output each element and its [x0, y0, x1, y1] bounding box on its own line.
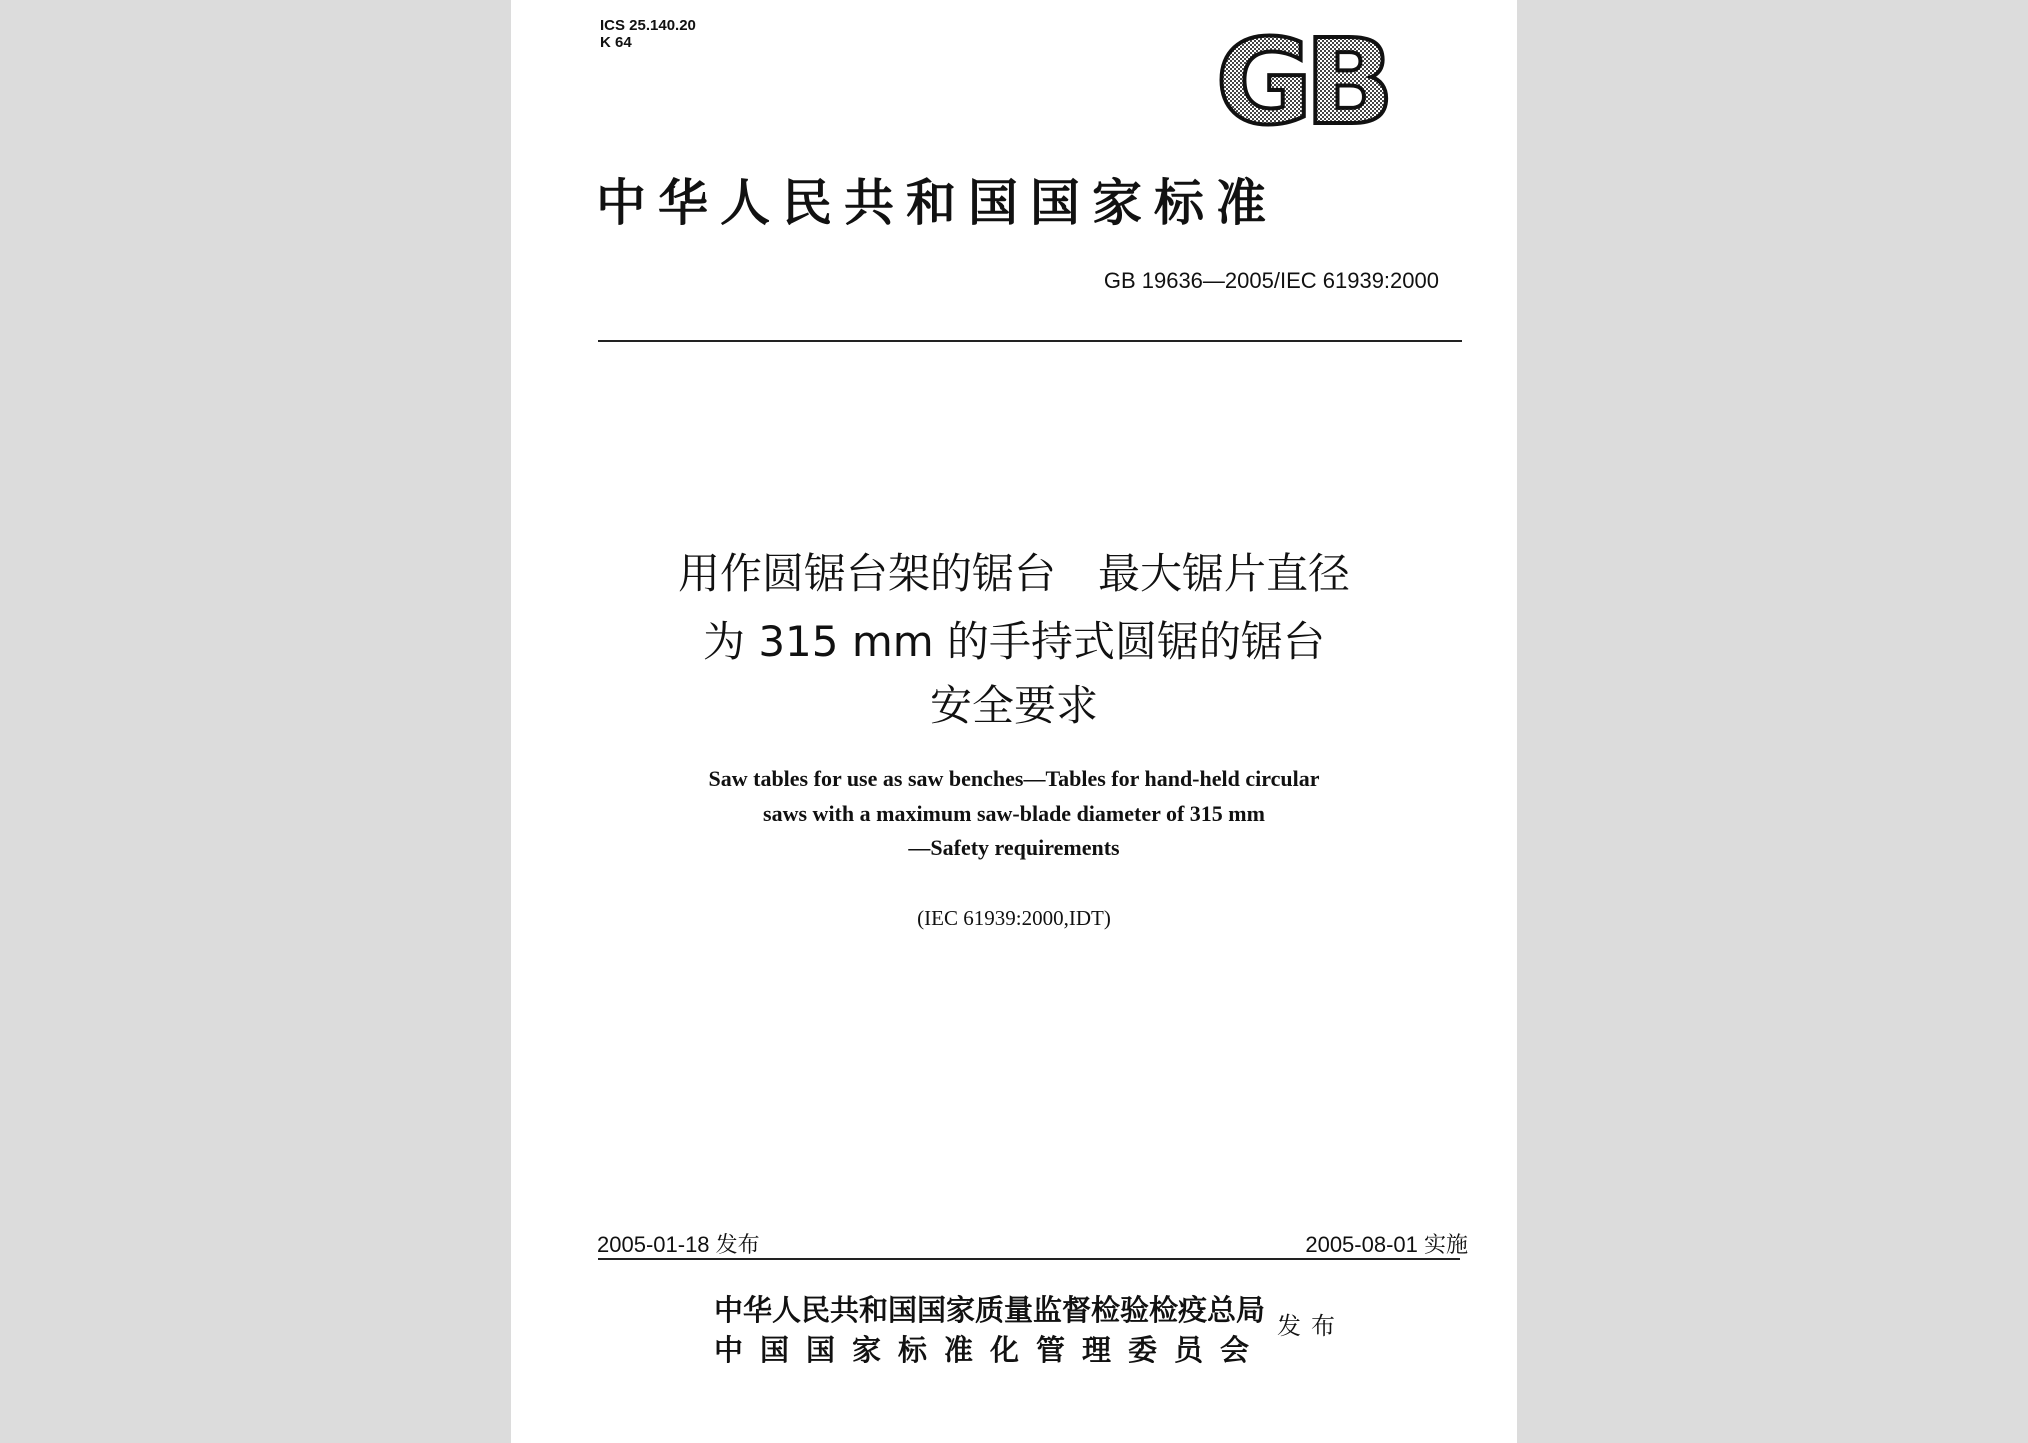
standard-number: GB 19636—2005/IEC 61939:2000: [1103, 268, 1439, 293]
header-divider: [598, 340, 1462, 342]
issue-word: 发布: [1277, 1312, 1345, 1340]
gb-logo-text: GB: [1215, 26, 1387, 136]
classification-codes: [600, 17, 696, 51]
chinese-title-line-1: 用作圆锯台架的锯台 最大锯片直径: [677, 549, 1350, 598]
english-title-line-1: Saw tables for use as saw benches—Tables for hand-held circular: [708, 766, 1320, 791]
chinese-title-line-2: 为 315 mm 的手持式圆锯的锯台: [702, 617, 1326, 666]
issuer-org-1: 中华人民共和国国家质量监督检验检疫总局: [714, 1293, 1266, 1327]
english-title-line-3: —Safety requirements: [908, 835, 1120, 860]
footer-divider: [598, 1258, 1460, 1260]
issuer-org-2: 中国国家标准化管理委员会: [714, 1333, 1267, 1367]
english-title-line-2: saws with a maximum saw-blade diameter of 315 mm: [763, 801, 1265, 826]
implementation-date: 2005-08-01 实施: [1305, 1232, 1468, 1257]
national-standard-heading: 中华人民共和国国家标准: [596, 174, 1278, 232]
ccs-code: K 64: [600, 34, 632, 51]
gb-logo: [1196, 26, 1406, 136]
issuing-organizations: [714, 1290, 1266, 1370]
chinese-title-line-3: 安全要求: [929, 681, 1098, 730]
ics-code: ICS 25.140.20: [600, 17, 696, 34]
equivalence-note: (IEC 61939:2000,IDT): [917, 906, 1111, 930]
issue-date: 2005-01-18 发布: [597, 1232, 760, 1257]
